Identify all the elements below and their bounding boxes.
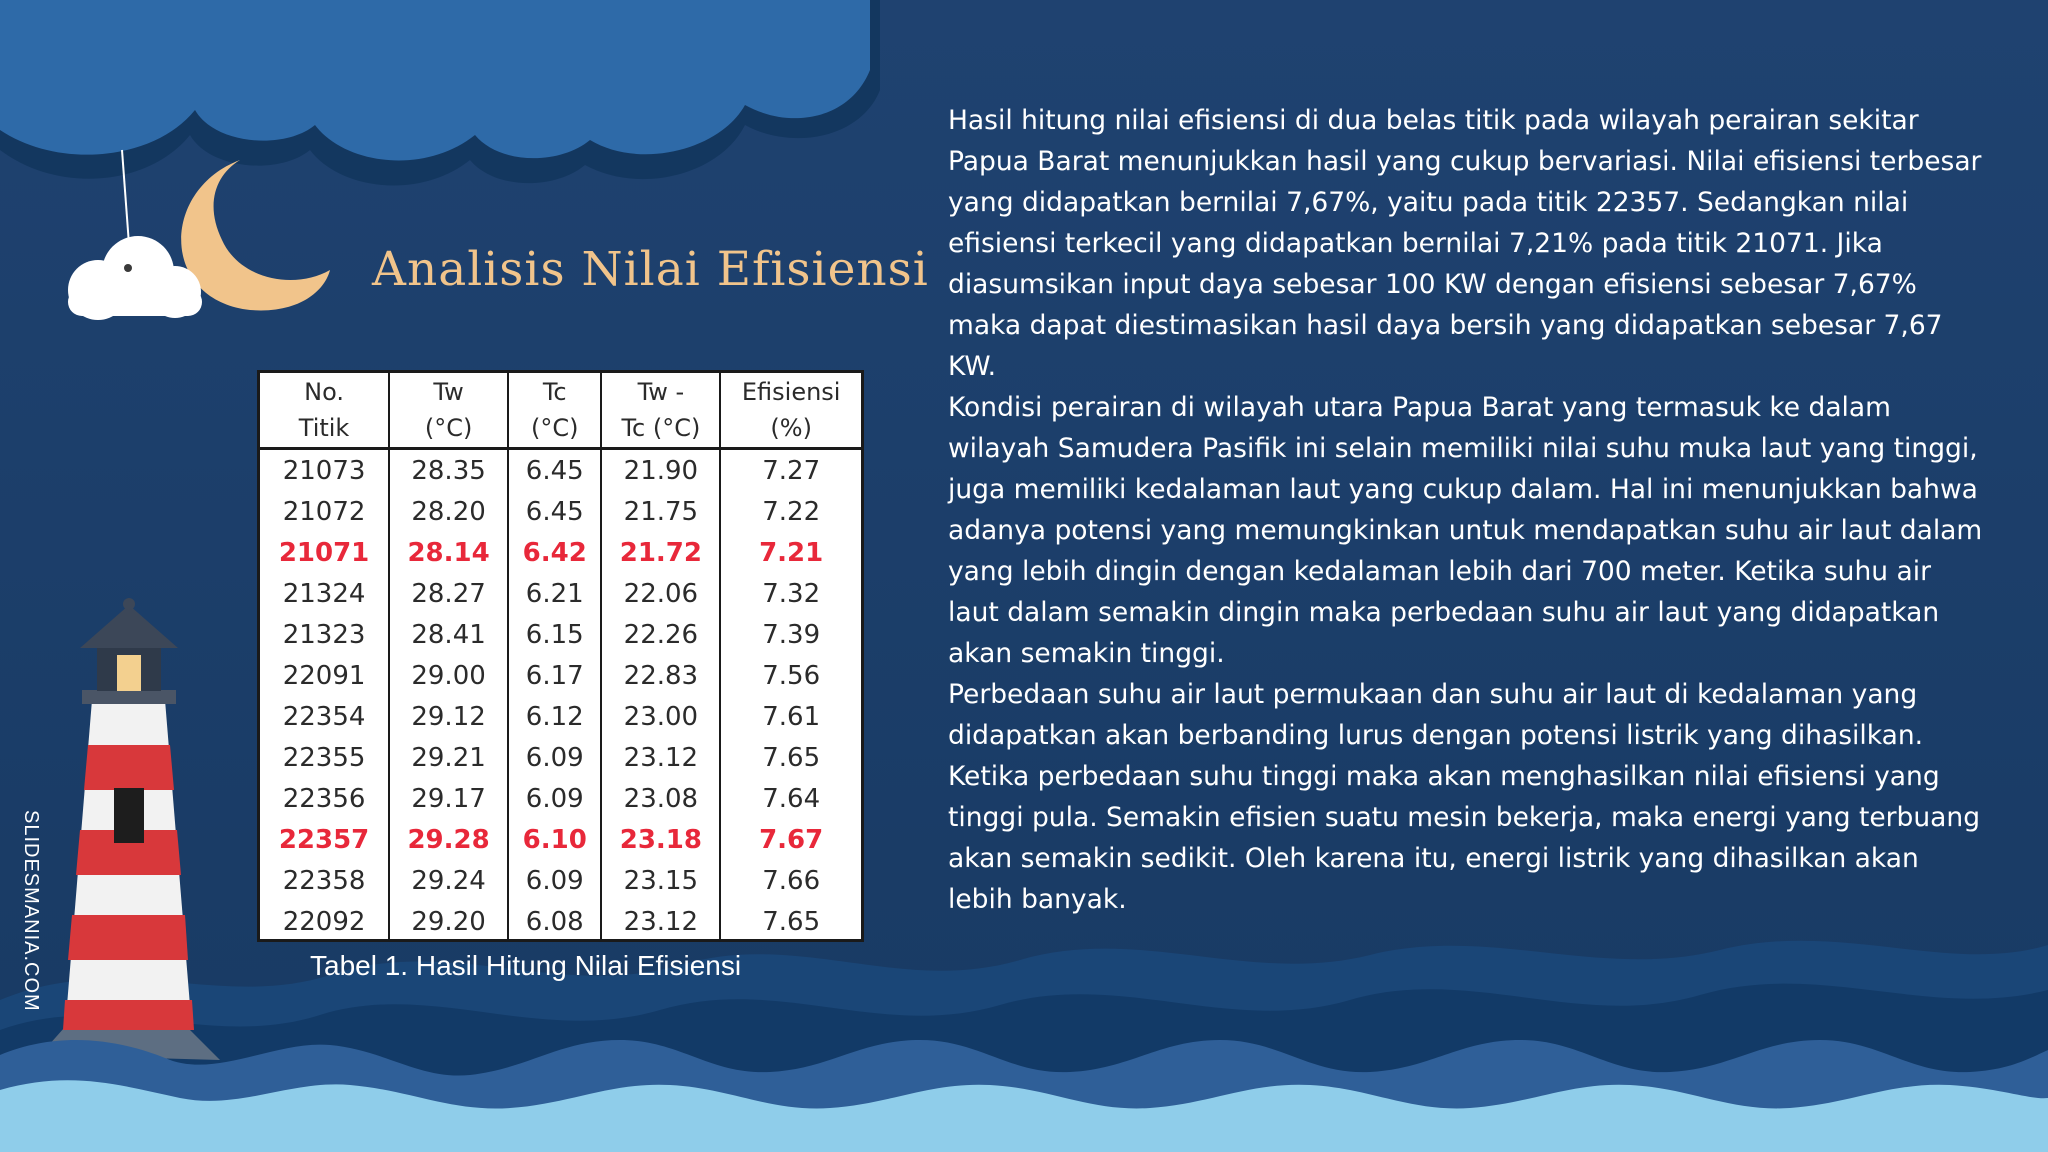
table-cell: 7.56 [762,660,821,691]
table-cell: 21324 [260,573,389,614]
table-cell: 29.24 [389,860,508,901]
table-row [260,737,861,778]
table-cell: 7.22 [762,496,821,527]
table-cell: 6.08 [508,901,601,942]
body-text [948,100,1988,920]
table-cell: 28.41 [389,614,508,655]
table-cell: 22.26 [601,614,720,655]
table-cell: 6.10 [508,819,601,860]
table-row [260,696,861,737]
table-cell: 23.18 [601,819,720,860]
table-cell: 23.15 [601,860,720,901]
paragraph: Perbedaan suhu air laut permukaan dan suhu air laut di kedalaman yang didapatkan akan berbanding lurus dengan potensi listrik yang dihasilkan. Ketika perbedaan suhu tinggi maka akan menghasilkan nilai efisiensi yang tinggi pula. Semakin efisien suatu mesin bekerja, maka energi yang terbuang akan semakin sedikit. Oleh karena itu, energi listrik yang dihasilkan akan lebih banyak. [948,679,1981,915]
table-row [260,491,861,532]
table-cell: 21323 [260,614,389,655]
paragraph: Kondisi perairan di wilayah utara Papua Barat yang termasuk ke dalam wilayah Samudera Pasifik ini selain memiliki nilai suhu muka laut yang tinggi, juga memiliki kedalaman laut yang cukup dalam. Hal ini menunjukkan bahwa adanya potensi yang memungkinkan untuk mendapatkan suhu air laut dalam yang lebih dingin dengan kedalaman lebih dari 700 meter. Ketika suhu air laut dalam semakin dingin maka perbedaan suhu air laut yang didapatkan akan semakin tinggi. [948,392,1983,669]
table-cell: 29.12 [389,696,508,737]
header-cell: Tw (°C) [389,373,508,449]
table-cell: 22.83 [601,655,720,696]
table-row [260,819,861,860]
table-cell: 7.32 [762,578,821,609]
table-cell: 23.00 [601,696,720,737]
table-caption: Tabel 1. Hasil Hitung Nilai Efisiensi [310,950,742,981]
table-cell: 21.75 [601,491,720,532]
table-cell: 23.12 [601,901,720,942]
table-row [260,860,861,901]
table-cell: 7.65 [762,742,821,773]
header-cell: No. Titik [260,373,389,449]
table-cell: 7.65 [762,906,821,937]
table-cell: 28.27 [389,573,508,614]
table-cell: 29.21 [389,737,508,778]
table-row [260,901,861,942]
header-cell: Tw - Tc (°C) [601,373,720,449]
table-cell: 6.09 [508,860,601,901]
table-cell: 22092 [260,901,389,942]
table-row [260,778,861,819]
table-cell: 7.67 [759,824,824,855]
table-cell: 29.17 [389,778,508,819]
table-cell: 22091 [260,655,389,696]
table-cell: 22355 [260,737,389,778]
table-cell: 7.64 [762,783,821,814]
table-cell: 22358 [260,860,389,901]
table-cell: 7.21 [759,537,824,568]
table-cell: 21.90 [601,449,720,492]
table-cell: 23.08 [601,778,720,819]
table-cell: 6.09 [508,778,601,819]
table-cell: 22357 [260,819,389,860]
paragraph: Hasil hitung nilai efisiensi di dua belas titik pada wilayah perairan sekitar Papua Barat menunjukkan hasil yang cukup bervariasi. Nilai efisiensi terbesar yang didapatkan bernilai 7,67%, yaitu pada titik 22357. Sedangkan nilai efisiensi terkecil yang didapatkan bernilai 7,21% pada titik 21071. Jika diasumsikan input daya sebesar 100 KW dengan efisiensi sebesar 7,67% maka dapat diestimasikan hasil daya bersih yang didapatkan sebesar 7,67 KW. [948,105,1982,382]
header-cell: Tc (°C) [508,373,601,449]
table-cell: 6.12 [508,696,601,737]
table-cell: 28.20 [389,491,508,532]
header-cell: Efisiensi (%) [720,373,861,449]
table-cell: 7.66 [762,865,821,896]
table-cell: 23.12 [601,737,720,778]
table-cell: 7.39 [762,619,821,650]
table-cell: 6.21 [508,573,601,614]
table-cell: 22354 [260,696,389,737]
table-row [260,614,861,655]
table-cell: 6.42 [508,532,601,573]
table-cell: 6.15 [508,614,601,655]
table-cell: 6.45 [508,449,601,492]
table-cell: 22356 [260,778,389,819]
table-cell: 29.28 [389,819,508,860]
table-cell: 21072 [260,491,389,532]
efficiency-table [257,370,864,942]
table-cell: 7.27 [762,455,821,486]
table-cell: 7.61 [762,701,821,732]
table-cell: 6.17 [508,655,601,696]
table-cell: 29.00 [389,655,508,696]
watermark: SLIDESMANIA.COM [20,810,42,1012]
table-cell: 29.20 [389,901,508,942]
table-cell: 28.14 [389,532,508,573]
table-row [260,573,861,614]
table-header-row [260,373,861,449]
table-cell: 22.06 [601,573,720,614]
table-cell: 28.35 [389,449,508,492]
table-cell: 21071 [260,532,389,573]
table-cell: 21073 [260,449,389,492]
table-row [260,532,861,573]
slide-title: Analisis Nilai Efisiensi [372,242,929,297]
table-cell: 21.72 [601,532,720,573]
table-row [260,449,861,492]
table-cell: 6.09 [508,737,601,778]
table-row [260,655,861,696]
table-cell: 6.45 [508,491,601,532]
